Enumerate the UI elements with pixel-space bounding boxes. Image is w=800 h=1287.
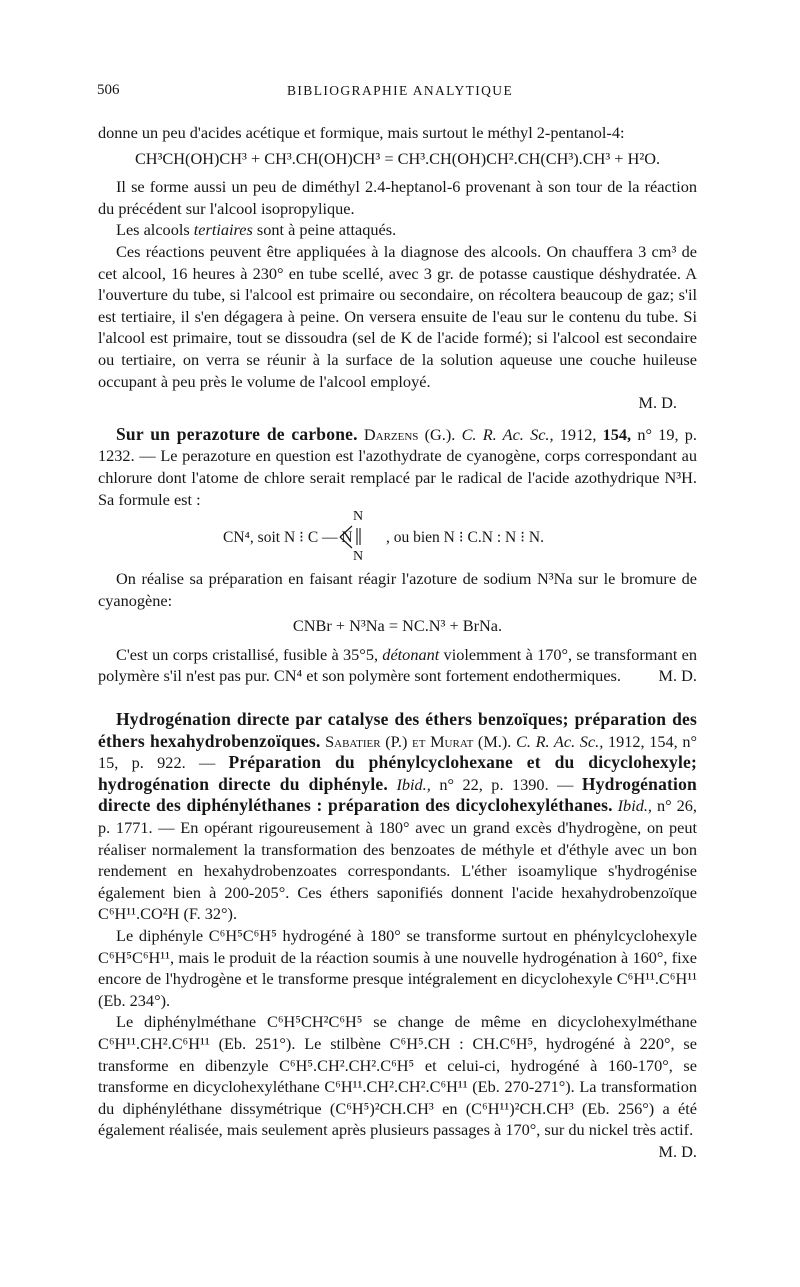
paragraph-intro: donne un peu d'acides acétique et formique, mais surtout le méthyl 2-pentanol-4: [98, 123, 625, 142]
journal-name: C. R. Ac. Sc., [461, 424, 554, 444]
paragraph-reactions: Ces réactions peuvent être appliquées à la diagnose des alcools. On chauffera 3 cm³ de cet alcool, 16 heures à 230° en tube scellé, avec 3 gr. de potasse caustique déshydratée. A l'ouverture du tube, si l'alcool est primaire ou secondaire, on récoltera beaucoup de gaz; s'il est tertiaire, il s'en dégagera à peine. On versera ensuite de l'eau sur le contenu du tube. Si l'alcool est primaire, tout se dissoudra (sel de K de l'acide formé); si l'alcool est secondaire ou tertiaire, on verra se réunir à la surface de la solution aqueuse une couche huileuse occupant à peu près le volume de l'alcool employé. [98, 241, 697, 391]
structural-n-top: N [353, 509, 364, 525]
page-number: 506 [97, 82, 120, 98]
page-body [98, 122, 697, 1163]
signature: M. D. [658, 666, 697, 686]
article-title-3: Hydrogénation directe des diphényléthanes : préparation des dicyclohexyléthanes. [98, 773, 697, 816]
signature: M. D. [638, 393, 677, 413]
paragraph-dimethyl: Il se forme aussi un peu de diméthyl 2.4-heptanol-6 provenant à son tour de la réaction du précédent sur l'alcool isopropylique. [98, 177, 697, 218]
structural-formula-left: CN⁴, soit N ⁝ C — N [223, 529, 353, 547]
article-perazoture-heading: Sur un perazoture de carbone. Darzens (G.). C. R. Ac. Sc., 1912, 154, n° 19, p. 1232. — Le perazoture en question est l'azothydrate de cyanogène, corps correspondant au chlorure dont l'atome de chlore serait remplacé par le radical de l'acide azothydrique N³H. Sa formule est : [98, 423, 698, 509]
article-hydrogenation-heading: Hydrogénation directe par catalyse des éthers benzoïques; préparation des éthers hexahydrobenzoïques. Sabatier (P.) et Murat (M.). C. R. Ac. Sc., 1912, 154, n° 15, p. 922. — Préparation du phénylcyclohexane et du dicyclohexyle; hydrogénation directe du diphényle. Ibid., n° 22, p. 1390. — Hydrogénation directe des diphényléthanes : préparation des dicyclohexyléthanes. Ibid., n° 26, p. 1771. — En opérant rigoureusement à 180° avec un grand excès d'hydrogène, on peut réaliser normalement la transformation des benzoates de méthyle et d'éthyle avec un bon rendement en hexahydrobenzoates correspondants. L'éther isoamylique s'hydrogénise également bien à 200-205°. Ces éthers saponifiés donnent l'acide hexahydrobenzoïque C⁶H¹¹.CO²H (F. 32°). [98, 709, 698, 924]
article-title: Hydrogénation directe par catalyse des éthers benzoïques; préparation des éthers hexahydrobenzoïques. [98, 709, 697, 751]
volume-number: 154, [602, 424, 632, 444]
article-title-2: Préparation du phénylcyclohexane et du dicyclohexyle; hydrogénation directe du diphényle. [98, 752, 698, 794]
chemical-equation-2: CNBr + N³Na = NC.N³ + BrNa. [292, 616, 503, 636]
structural-n-bottom: N [353, 549, 364, 565]
paragraph-perazoture: — Le perazoture en question est l'azothydrate de cyanogène, corps correspondant au chlorure dont l'atome de chlore serait remplacé par le radical de l'acide azothydrique N³H. Sa formule est : [98, 446, 698, 509]
journal-name: C. R. Ac. Sc., [516, 731, 604, 751]
paragraph-tertiary: Les alcools tertiaires sont à peine attaqués. [116, 220, 397, 240]
structural-formula [98, 509, 697, 565]
article-author: Darzens (G.). [363, 424, 456, 444]
article-authors: Sabatier (P.) et Murat (M.). [325, 731, 512, 751]
paragraph-properties: C'est un corps cristallisé, fusible à 35°5, détonant violemment à 170°, se transformant en polymère s'il n'est pas pur. CN⁴ et son polymère sont fortement endothermiques. M. D. [98, 644, 697, 686]
emphasis-detonant: détonant [382, 644, 440, 664]
signature: M. D. [658, 1141, 697, 1161]
structural-formula-right: , ou bien N ⁝ C.N : N ⁝ N. [386, 529, 544, 547]
paragraph-diphenylmethane: Le diphénylméthane C⁶H⁵CH²C⁶H⁵ se change de même en dicyclohexylméthane C⁶H¹¹.CH².C⁶H¹¹ (Eb. 251°). Le stilbène C⁶H⁵.CH : CH.C⁶H⁵, hydrogéné à 220°, se transforme en dibenzyle C⁶H⁵.CH².CH².C⁶H⁵ et celui-ci, hydrogéné à 160-170°, se transforme en dicyclohexyléthane C⁶H¹¹.CH².CH².C⁶H¹¹ (Eb. 270-271°). La transformation du diphényléthane dissymétrique (C⁶H⁵)²CH.CH³ en (C⁶H¹¹)²CH.CH³ (Eb. 256°) a été également réalisée, mais seulement après plusieurs passages à 170°, sur du nickel très actif. M. D. [98, 1012, 697, 1161]
running-title: BIBLIOGRAPHIE ANALYTIQUE [287, 83, 514, 98]
chemical-equation: CH³CH(OH)CH³ + CH³.CH(OH)CH³ = CH³.CH(OH)CH².CH(CH³).CH³ + H²O. [134, 148, 661, 168]
paragraph-benzoates: — En opérant rigoureusement à 180° avec un grand excès d'hydrogène, on peut réaliser normalement la transformation des benzoates de méthyle et d'éthyle avec un bon rendement en hexahydrobenzoates correspondants. L'éther isoamylique s'hydrogénise également bien à 200-205°. Ces éthers saponifiés donnent l'acide hexahydrobenzoïque C⁶H¹¹.CO²H (F. 32°). [98, 818, 697, 924]
paragraph-diphenyle: Le diphényle C⁶H⁵C⁶H⁵ hydrogéné à 180° se transforme surtout en phénylcyclohexyle C⁶H⁵C⁶H¹¹, mais le produit de la réaction soumis à une nouvelle hydrogénation à 160°, fixe encore de l'hydrogène et le transforme presque intégralement en dicyclohexyle C⁶H¹¹.C⁶H¹¹ (Eb. 234°). [98, 926, 697, 1010]
paragraph-preparation: On réalise sa préparation en faisant réagir l'azoture de sodium N³Na sur le bromure de cyanogène: [98, 569, 697, 610]
emphasis-tertiaires: tertiaires [193, 220, 253, 240]
article-title: Sur un perazoture de carbone. [116, 423, 358, 444]
